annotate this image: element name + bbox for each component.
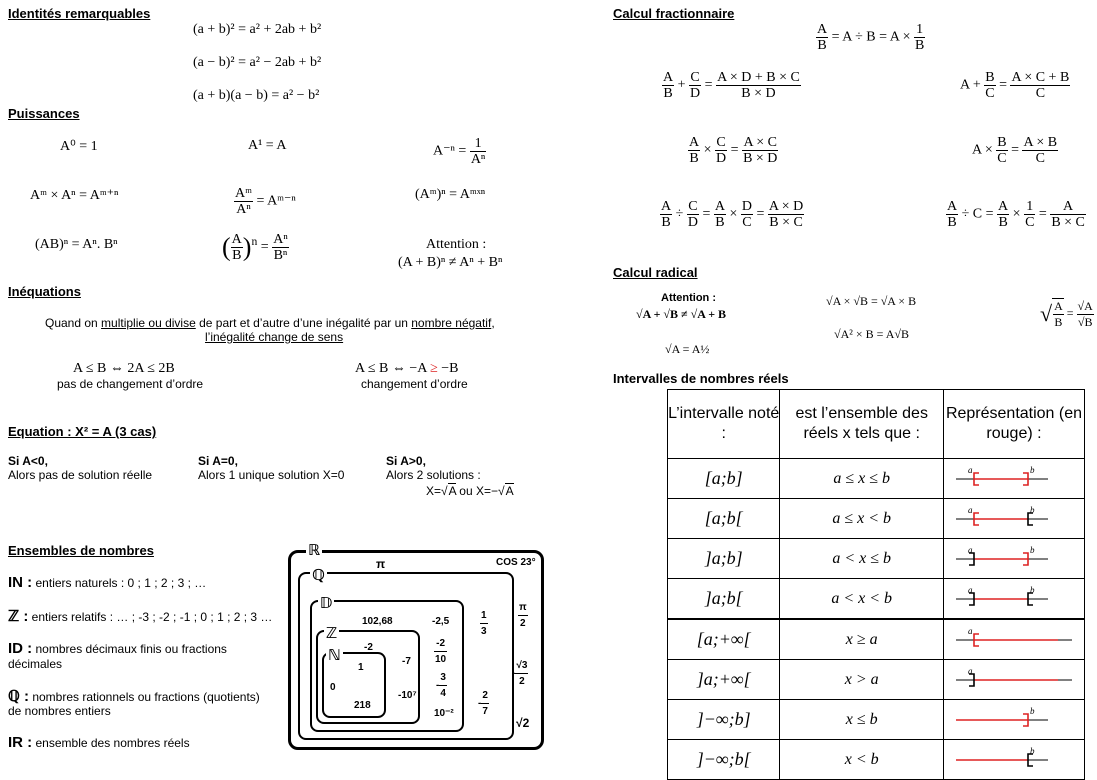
bound-label-a: a: [967, 545, 973, 555]
table-row: [668, 539, 1085, 579]
equation-case3-text: Alors 2 solutions :: [386, 468, 481, 482]
power-attention-formula: (A + B)ⁿ ≠ Aⁿ + Bⁿ: [398, 255, 503, 270]
interval-notation: [a;b]: [668, 459, 780, 499]
set-integers: [8, 607, 272, 625]
fraction-addition-integer: A + $\frac{B}{C}$ = $\frac{A \times C + B}{C}$: [960, 70, 1070, 101]
interval-representation: [943, 740, 1084, 780]
fraction-denominator: B: [947, 215, 957, 230]
fractions-title: Calcul fractionnaire: [613, 6, 735, 21]
interval-notation: [a;+∞[: [668, 619, 780, 660]
fraction-numerator: A: [689, 135, 700, 150]
radical-product: √A × √B = √A × B: [826, 294, 917, 308]
fraction-numerator: 1: [470, 136, 487, 152]
fraction-denominator: D: [716, 151, 727, 166]
header-interval: L’intervalle noté :: [668, 390, 780, 459]
table-row: [668, 579, 1085, 620]
power-negative-fraction: [470, 136, 487, 167]
pi-value: π: [376, 557, 386, 571]
power-quotient-rhs: = Aᵐ⁻ⁿ: [256, 193, 296, 209]
inequation-part: −B: [437, 361, 459, 376]
set-naturals: [8, 574, 206, 591]
inequations-title: Inéquations: [8, 284, 81, 299]
real-sqrt3-over-2: - $\frac{√3}{2}$: [512, 660, 528, 687]
fraction-numerator: A: [998, 199, 1009, 214]
equation-case2-text: Alors 1 unique solution X=0: [198, 468, 345, 482]
fraction-denominator: B: [232, 248, 242, 263]
bound-label-a: a: [967, 465, 973, 475]
fraction-denominator: B: [661, 215, 671, 230]
fraction-numerator: A: [661, 199, 672, 214]
integer-minus-two: -2: [364, 642, 373, 653]
integer-minus-ten-pow7: -10⁷: [398, 690, 417, 701]
fraction-denominator: Bⁿ: [273, 248, 288, 263]
power-negative: [433, 136, 486, 167]
fraction-numerator: 2: [481, 688, 489, 704]
rule-text: ,: [491, 316, 495, 330]
decimal-102-68: 102,68: [362, 616, 393, 627]
radical-title: Calcul radical: [613, 265, 698, 280]
fraction-numerator: Aⁿ: [273, 232, 288, 247]
fraction-numerator: A × D + B × C: [717, 70, 800, 85]
decimal-fraction-3-4: - $\frac{3}{4}$: [436, 672, 446, 699]
interval-representation: [943, 539, 1084, 579]
number-line: [944, 660, 1084, 694]
solution-text: ou X=−: [455, 484, 498, 498]
inequation-example-positive: A ≤ B ⇔ 2A ≤ 2B: [73, 361, 175, 376]
power-quotient-fraction: [234, 186, 253, 217]
bound-label-a: a: [967, 585, 973, 595]
interval-condition: x ≥ a: [780, 619, 944, 660]
fraction-denominator: B × D: [743, 151, 778, 166]
fraction-denominator: B × C: [1051, 215, 1085, 230]
fraction-division: $\frac{A}{B}$ ÷ $\frac{C}{D}$ = $\frac{A}{B}$ × $\frac{D}{C}$ = $\frac{A \times D}{B \times C}$: [661, 199, 804, 230]
bound-label-b: b: [1029, 465, 1035, 475]
interval-notation: ]a;b]: [668, 539, 780, 579]
fraction-denominator: 3: [481, 626, 487, 637]
power-of-product: (AB)ⁿ = Aⁿ. Bⁿ: [35, 237, 118, 252]
set-N-label: ℕ: [328, 646, 341, 664]
interval-condition: x ≤ b: [780, 700, 944, 740]
solution-text: X=: [426, 484, 442, 498]
fraction-denominator: D: [687, 215, 698, 230]
fraction-numerator: A × D: [768, 199, 804, 214]
interval-condition: a ≤ x < b: [780, 499, 944, 539]
decimal-minus-2-5: -2,5: [432, 616, 450, 627]
fraction-numerator: A: [947, 199, 958, 214]
bound-label-b: b: [1029, 545, 1035, 555]
fraction-addition: $\frac{A}{B}$ + $\frac{C}{D}$ = $\frac{A \times D + B \times C}{B \times D}$: [663, 70, 800, 101]
fraction-denominator: C: [997, 151, 1007, 166]
interval-notation: ]−∞;b]: [668, 700, 780, 740]
set-symbol: ℚ :: [8, 688, 29, 705]
fraction-denominator: B: [914, 38, 925, 53]
number-line: [944, 740, 1084, 774]
inequation-example-negative: [355, 361, 459, 377]
identity-product: (a + b)(a − b) = a² − b²: [193, 88, 320, 103]
power-zero: A⁰ = 1: [60, 139, 98, 154]
fraction-numerator: √3: [515, 658, 528, 674]
set-symbol: IR :: [8, 734, 33, 751]
set-description: nombres décimaux finis ou fractions: [32, 642, 227, 656]
fraction-numerator: A: [1054, 299, 1063, 313]
fraction-numerator: A: [817, 22, 828, 37]
power-of-quotient: ( $\frac{A}{B}$ )$^n$ = $\frac{\text{Aⁿ}}{\text{Bⁿ}}$: [222, 232, 288, 263]
inequation-rule-line2: l’inégalité change de sens: [205, 330, 344, 344]
radical-exponent: √A = A½: [665, 342, 710, 356]
decimal-ten-pow-minus2: 10⁻²: [434, 708, 454, 719]
fraction-denominator: 4: [440, 688, 446, 699]
equation-case2-head: Si A=0,: [198, 454, 238, 468]
set-symbol: IN :: [8, 574, 33, 591]
set-reals: [8, 734, 190, 751]
fraction-denominator: B × D: [741, 86, 776, 101]
power-of-power: (Aᵐ)ⁿ = Aᵐˣⁿ: [415, 187, 486, 202]
bound-label-a: a: [967, 626, 973, 636]
inequation-example-positive-note: pas de changement d’ordre: [57, 377, 204, 391]
powers-title: Puissances: [8, 106, 80, 121]
number-line: [944, 459, 1084, 493]
table-row: [668, 740, 1085, 780]
header-representation: Représentation (en rouge) :: [943, 390, 1084, 459]
intervals-table: [667, 389, 1085, 780]
fraction-numerator: A × C: [743, 135, 778, 150]
rational-1-3: [480, 608, 488, 639]
interval-condition: x > a: [780, 660, 944, 700]
rule-emphasis: multiplie ou divise: [101, 316, 196, 330]
fraction-numerator: 1: [480, 608, 488, 624]
fraction-numerator: A: [1050, 199, 1086, 215]
fraction-numerator: A: [663, 70, 674, 85]
fraction-numerator: A × C + B: [1011, 70, 1070, 85]
bound-label-b: b: [1029, 706, 1035, 716]
table-row: [668, 619, 1085, 660]
identity-square-diff: (a − b)² = a² − 2ab + b²: [193, 55, 322, 70]
radical-quotient: √ $\frac{A}{B}$ = $\frac{√A}{√B}$: [1040, 298, 1093, 329]
number-line: [944, 499, 1084, 533]
real-sqrt2: √2: [516, 716, 530, 730]
table-row: [668, 459, 1085, 499]
fraction-numerator: 1: [914, 22, 925, 38]
number-line: [944, 700, 1084, 734]
sqrt-radicand: A: [505, 484, 514, 498]
fraction-division-integer: $\frac{A}{B}$ ÷ C = $\frac{A}{B}$ × $\frac{1}{C}$ = $\frac{A}{B \times C}$: [947, 199, 1085, 230]
set-description: nombres rationnels ou fractions (quotients): [28, 690, 260, 704]
set-rationals-cont: de nombres entiers: [8, 704, 111, 718]
set-decimals-cont: décimales: [8, 657, 63, 671]
equation-title: Equation : X² = A (3 cas): [8, 424, 157, 439]
bound-label-a: a: [967, 666, 973, 676]
interval-representation: [943, 459, 1084, 499]
equation-case3-head: Si A>0,: [386, 454, 426, 468]
number-line: [944, 620, 1084, 654]
fraction-denominator: B: [817, 38, 827, 53]
fraction-numerator: 3: [439, 670, 447, 686]
power-attention-label: Attention :: [426, 237, 487, 252]
fraction-numerator: B: [997, 135, 1007, 150]
interval-representation: [943, 660, 1084, 700]
lhs: A +: [960, 77, 981, 93]
fraction-numerator: B: [985, 70, 995, 85]
bound-label-b: b: [1029, 505, 1035, 515]
fraction-denominator: Aⁿ: [236, 202, 251, 217]
integer-minus-seven: -7: [402, 656, 411, 667]
fraction-denominator: Aⁿ: [470, 152, 486, 167]
rule-emphasis: nombre négatif: [411, 316, 492, 330]
fraction-denominator: C: [1035, 151, 1045, 166]
fraction-denominator: B × C: [769, 215, 803, 230]
fraction-definition: [816, 22, 925, 53]
fraction-numerator: π: [518, 600, 528, 616]
interval-representation: [943, 700, 1084, 740]
inequation-example-negative-note: changement d’ordre: [361, 377, 468, 391]
fraction-multiplication-integer: A × $\frac{B}{C}$ = $\frac{A \times B}{C}$: [972, 135, 1058, 166]
fraction-multiplication: $\frac{A}{B}$ × $\frac{C}{D}$ = $\frac{A \times C}{B \times D}$: [689, 135, 778, 166]
inequation-part: A ≤ B ⇔ −A: [355, 361, 431, 376]
fraction-numerator: A × B: [1023, 135, 1058, 150]
set-D-label: 𝔻: [320, 594, 333, 612]
rule-text: de part et d’autre d’une inégalité par un: [195, 316, 412, 330]
set-description: entiers relatifs : … ; -3 ; -2 ; -1 ; 0 ; 1 ; 2 ; 3 …: [28, 610, 273, 624]
intervals-header-row: [668, 390, 1085, 459]
inequation-reversed-sign: ≥: [430, 361, 438, 376]
fraction-denominator: 2: [519, 676, 525, 687]
identities-title: Identités remarquables: [8, 6, 151, 21]
division-middle: ÷ C =: [961, 206, 994, 222]
fraction-denominator: B: [663, 86, 673, 101]
fraction-numerator: Aᵐ: [235, 186, 252, 201]
table-row: [668, 660, 1085, 700]
sets-title: Ensembles de nombres: [8, 543, 154, 558]
power-of-quotient-result: [272, 232, 289, 263]
interval-representation: [943, 499, 1084, 539]
set-symbol: ID :: [8, 640, 33, 657]
set-R-label: ℝ: [308, 541, 321, 559]
radical-square: √A² × B = A√B: [834, 327, 909, 341]
interval-notation: ]−∞;b[: [668, 740, 780, 780]
fraction-denominator: C: [742, 215, 752, 230]
interval-representation: [943, 619, 1084, 660]
fraction-numerator: A: [231, 232, 242, 247]
fraction-numerator: C: [688, 199, 698, 214]
sqrt-radicand: A: [448, 484, 456, 498]
fraction-numerator: C: [690, 70, 700, 85]
fraction-denominator: D: [690, 86, 701, 101]
bound-label-b: b: [1029, 585, 1035, 595]
equation-case1-text: Alors pas de solution réelle: [8, 468, 153, 482]
set-description: entiers naturels : 0 ; 1 ; 2 ; 3 ; …: [32, 576, 207, 590]
exponent: n: [251, 235, 258, 249]
interval-notation: [a;b[: [668, 499, 780, 539]
fraction-denominator: C: [1035, 86, 1046, 101]
power-quotient: [234, 186, 296, 217]
fraction-numerator: √A: [1077, 298, 1093, 313]
interval-representation: [943, 579, 1084, 620]
interval-condition: a < x < b: [780, 579, 944, 620]
fraction-denominator: C: [1025, 215, 1035, 230]
header-condition: est l’ensemble des réels x tels que :: [780, 390, 944, 459]
table-row: [668, 700, 1085, 740]
natural-zero: 0: [330, 682, 336, 693]
intervals-title: Intervalles de nombres réels: [613, 371, 789, 386]
interval-notation: ]a;+∞[: [668, 660, 780, 700]
natural-218: 218: [354, 700, 371, 711]
fraction-numerator: -2: [434, 636, 447, 652]
interval-condition: a < x ≤ b: [780, 539, 944, 579]
set-decimals: [8, 640, 227, 657]
number-line: [944, 579, 1084, 613]
power-negative-lhs: A⁻ⁿ =: [433, 143, 467, 159]
fraction-numerator: D: [741, 199, 752, 214]
identity-square-sum: (a + b)² = a² + 2ab + b²: [193, 22, 322, 37]
lhs: A ×: [972, 142, 993, 158]
set-Q-label: ℚ: [312, 566, 325, 584]
table-row: [668, 499, 1085, 539]
fraction-definition-middle: = A ÷ B = A ×: [831, 29, 911, 45]
power-of-quotient-base: [231, 232, 243, 263]
set-description: ensemble des nombres réels: [32, 736, 190, 750]
number-line: [944, 539, 1084, 573]
power-product: Aᵐ × Aⁿ = Aᵐ⁺ⁿ: [30, 188, 119, 203]
natural-one: 1: [358, 662, 364, 673]
interval-notation: ]a;b[: [668, 579, 780, 620]
set-symbol: ℤ :: [8, 608, 29, 625]
fraction-denominator: C: [985, 86, 995, 101]
radical-attention-label: Attention :: [661, 292, 716, 304]
bound-label-b: b: [1029, 746, 1035, 756]
real-pi-over-2: [518, 600, 528, 631]
fraction-denominator: B: [998, 215, 1008, 230]
fraction-numerator: A: [714, 199, 725, 214]
fraction-numerator: 1: [1024, 199, 1035, 215]
fraction-denominator: B: [689, 151, 699, 166]
interval-condition: x < b: [780, 740, 944, 780]
bound-label-a: a: [967, 505, 973, 515]
fraction-denominator: B: [715, 215, 725, 230]
fraction-denominator: 2: [520, 618, 526, 629]
fraction-denominator: √B: [1077, 314, 1093, 329]
power-one: A¹ = A: [248, 138, 287, 153]
number-sets-diagram: [288, 541, 544, 748]
equation-case3-solutions: X=√A ou X=−√A: [426, 484, 514, 498]
equation-case1-head: Si A<0,: [8, 454, 48, 468]
cos-value: COS 23°: [496, 557, 536, 568]
fraction-numerator: C: [716, 135, 726, 150]
inequation-rule-line1: [45, 316, 495, 330]
fraction-denominator: B: [1054, 315, 1063, 329]
rule-text: Quand on: [45, 316, 102, 330]
set-rationals: [8, 687, 260, 705]
interval-condition: a ≤ x ≤ b: [780, 459, 944, 499]
fraction-denominator: 10: [435, 654, 447, 665]
set-Z-label: ℤ: [326, 624, 338, 642]
radical-sum-warning: √A + √B ≠ √A + B: [636, 307, 727, 321]
fraction-denominator: 7: [482, 706, 488, 717]
decimal-fraction-2-10: [434, 636, 447, 667]
rational-2-7: - $\frac{2}{7}$: [478, 690, 488, 717]
